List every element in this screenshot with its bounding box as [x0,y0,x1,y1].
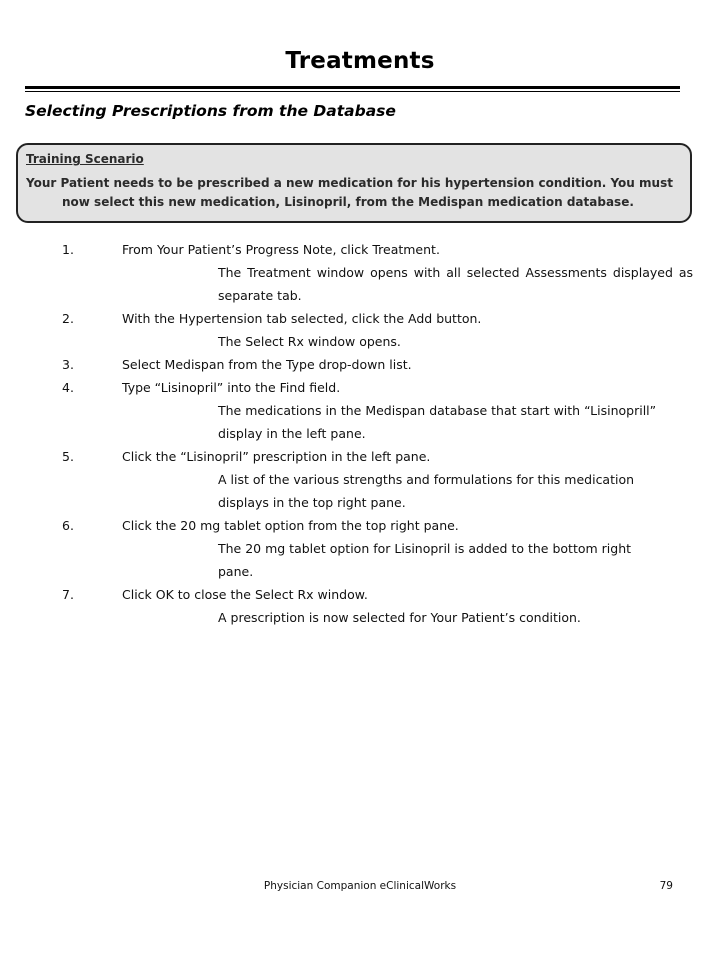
step-result-line: displays in the top right pane. [218,495,406,510]
step-number: 2. [62,311,74,326]
step-number: 7. [62,587,74,602]
step-instruction: Click the 20 mg tablet option from the top right pane. [122,518,459,533]
scenario-text-line-1: Your Patient needs to be prescribed a new medication for his hypertension condition. You must [26,176,673,190]
page-number: 79 [659,880,673,892]
step-instruction: Click OK to close the Select Rx window. [122,587,368,602]
step-result-line: The 20 mg tablet option for Lisinopril is added to the bottom right [218,541,632,556]
step-result-line: separate tab. [218,288,302,303]
step-instruction: With the Hypertension tab selected, click the Add button. [122,311,482,326]
step-result-line: A list of the various strengths and formulations for this medication [218,472,635,487]
step-result-line: The Select Rx window opens. [218,334,401,349]
page-title: Treatments [285,48,435,74]
step-instruction: From Your Patient’s Progress Note, click Treatment. [122,242,440,257]
step-number: 1. [62,242,74,257]
scenario-text-line-2: now select this new medication, Lisinopril, from the Medispan medication database. [62,195,634,209]
section-subtitle: Selecting Prescriptions from the Database [25,102,396,120]
title-rule-thick [25,86,680,89]
step-number: 4. [62,380,74,395]
step-number: 6. [62,518,74,533]
step-result-line: A prescription is now selected for Your Patient’s condition. [218,610,581,625]
step-instruction: Type “Lisinopril” into the Find field. [122,380,341,395]
title-rule-thin [25,91,680,92]
step-result-line: The medications in the Medispan database that start with “Lisinoprill” [218,403,657,418]
step-number: 3. [62,357,74,372]
footer-title: Physician Companion eClinicalWorks [263,880,457,892]
step-number: 5. [62,449,74,464]
step-result-line: The Treatment window opens with all selected Assessments displayed as [218,265,693,280]
step-instruction: Select Medispan from the Type drop-down list. [122,357,412,372]
step-result-line: display in the left pane. [218,426,366,441]
step-result-line: pane. [218,564,254,579]
scenario-heading: Training Scenario [26,152,144,166]
step-instruction: Click the “Lisinopril” prescription in the left pane. [122,449,431,464]
